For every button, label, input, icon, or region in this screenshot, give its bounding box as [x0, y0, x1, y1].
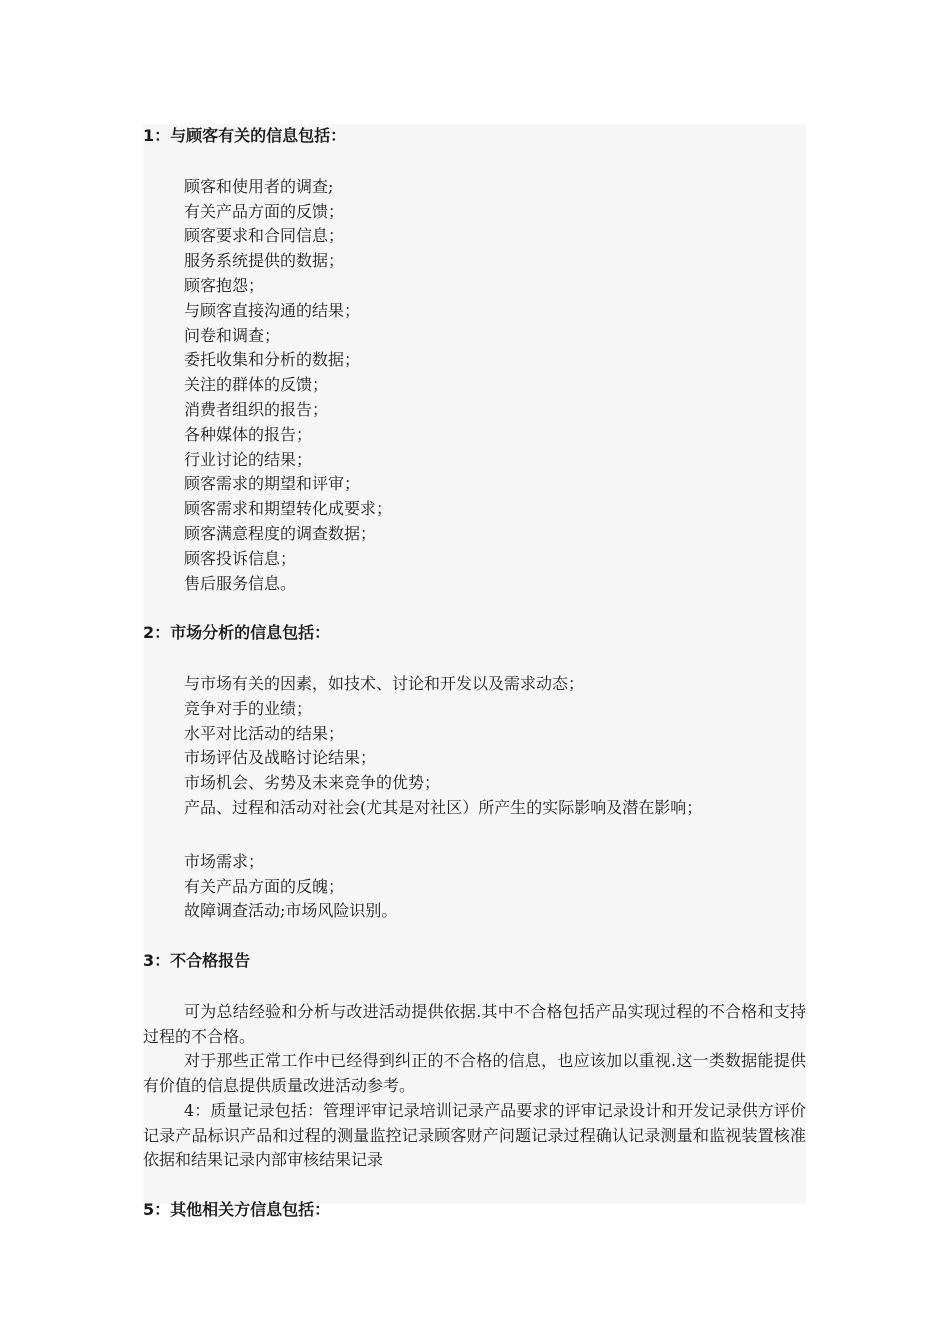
list-item: 问卷和调查；	[184, 325, 281, 345]
list-item: 市场机会、劣势及未来竞争的优势；	[184, 773, 441, 793]
market-info-list-continued	[143, 850, 823, 924]
list-item: 顾客需求和期望转化成要求；	[184, 499, 393, 519]
list-item: 消费者组织的报告；	[184, 399, 329, 419]
list-item: 顾客需求的期望和评审；	[184, 474, 361, 494]
section-3-heading: 3：不合格报告	[143, 950, 251, 970]
list-item: 有关产品方面的反魄；	[184, 876, 345, 896]
document-body	[143, 124, 823, 1223]
section-2-heading: 2：市场分析的信息包括：	[143, 623, 331, 643]
list-item: 服务系统提供的数据；	[184, 251, 345, 271]
list-item: 故障调查活动;市场风险识别。	[184, 901, 398, 921]
list-item: 竞争对手的业绩；	[184, 698, 313, 718]
section-5-heading: 5：其他相关方信息包括：	[143, 1200, 331, 1220]
quality-records-paragraph: 4：质量记录包括：管理评审记录培训记录产品要求的评审记录设计和开发记录供方评价记录产品标识产品和过程的测量监控记录顾客财产问题记录过程确认记录测量和监视装置核准依据和结果记录内部审核结果记录	[143, 1100, 806, 1170]
section-1-heading: 1：与顾客有关的信息包括：	[143, 126, 347, 145]
market-info-list	[143, 672, 823, 821]
list-item: 产品、过程和活动对社会(尤其是对社区）所产生的实际影响及潜在影响；	[184, 797, 703, 817]
list-item: 行业讨论的结果；	[184, 449, 313, 469]
list-item: 各种媒体的报告；	[184, 424, 313, 444]
list-item: 与顾客直接沟通的结果；	[184, 300, 361, 320]
customer-info-list	[143, 175, 823, 597]
nonconformity-paragraph: 可为总结经验和分析与改进活动提供依据.其中不合格包括产品实现过程的不合格和支持过程的不合格。	[143, 1001, 806, 1046]
corrected-nonconformity-paragraph: 对于那些正常工作中已经得到纠正的不合格的信息，也应该加以重视.这一类数据能提供有价值的信息提供质量改进活动参考。	[143, 1051, 806, 1096]
list-item: 顾客满意程度的调查数据；	[184, 523, 377, 543]
list-item: 水平对比活动的结果；	[184, 723, 345, 743]
list-item: 委托收集和分析的数据；	[184, 350, 361, 370]
list-item: 有关产品方面的反馈；	[184, 201, 345, 221]
list-item: 市场需求；	[184, 851, 265, 871]
list-item: 关注的群体的反馈；	[184, 375, 329, 395]
list-item: 顾客和使用者的调查;	[184, 176, 334, 196]
list-item: 与市场有关的因素，如技术、讨论和开发以及需求动态；	[184, 673, 585, 693]
list-item: 顾客投诉信息；	[184, 548, 297, 568]
list-item: 顾客要求和合同信息；	[184, 226, 345, 246]
list-item: 售后服务信息。	[184, 573, 297, 593]
list-item: 顾客抱怨；	[184, 275, 265, 295]
list-item: 市场评估及战略讨论结果；	[184, 748, 377, 768]
